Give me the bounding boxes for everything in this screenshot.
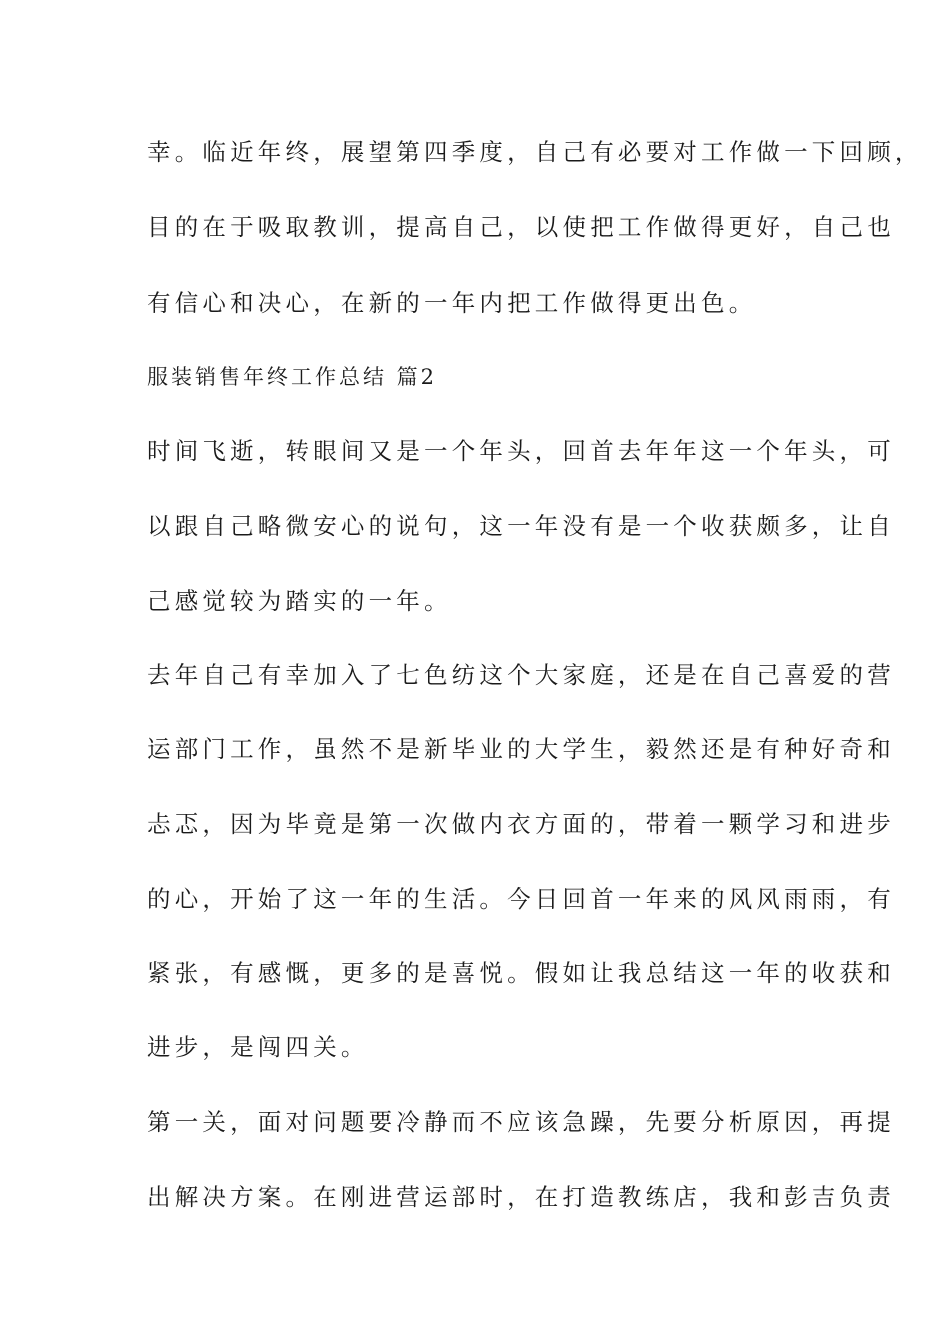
paragraph-line: 运部门工作，虽然不是新毕业的大学生，毅然还是有种好奇和: [147, 735, 895, 763]
paragraph-line: 去年自己有幸加入了七色纺这个大家庭，还是在自己喜爱的营: [147, 661, 895, 689]
paragraph-line: 进步，是闯四关。: [147, 1033, 369, 1061]
section-heading: 服装销售年终工作总结 篇2: [147, 365, 438, 389]
paragraph-line: 有信心和决心，在新的一年内把工作做得更出色。: [147, 289, 757, 317]
paragraph-line: 以跟自己略微安心的说句，这一年没有是一个收获颇多，让自: [147, 512, 895, 540]
paragraph-line: 时间飞逝，转眼间又是一个年头，回首去年年这一个年头，可: [147, 437, 895, 465]
paragraph-line: 幸。临近年终，展望第四季度，自己有必要对工作做一下回顾，: [147, 138, 923, 166]
paragraph-line: 忐忑，因为毕竟是第一次做内衣方面的，带着一颗学习和进步: [147, 810, 895, 838]
paragraph-line: 的心，开始了这一年的生活。今日回首一年来的风风雨雨，有: [147, 885, 895, 913]
paragraph-line: 己感觉较为踏实的一年。: [147, 587, 452, 615]
paragraph-line: 出解决方案。在刚进营运部时，在打造教练店，我和彭吉负责: [147, 1183, 895, 1211]
paragraph-line: 目的在于吸取教训，提高自己，以使把工作做得更好，自己也: [147, 213, 895, 241]
paragraph-line: 第一关，面对问题要冷静而不应该急躁，先要分析原因，再提: [147, 1108, 895, 1136]
paragraph-line: 紧张，有感慨，更多的是喜悦。假如让我总结这一年的收获和: [147, 959, 895, 987]
